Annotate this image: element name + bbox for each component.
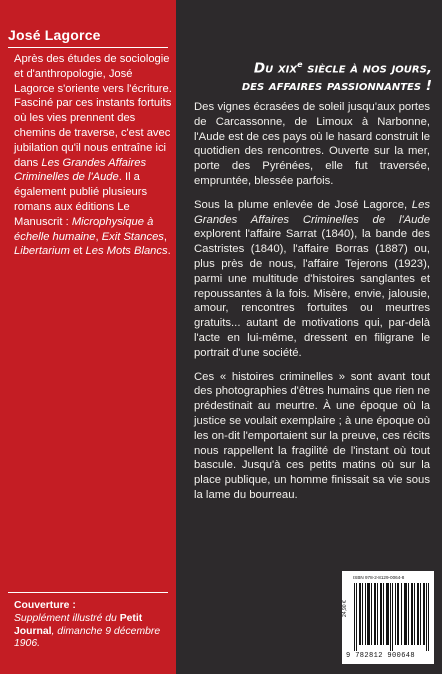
- barcode-box: [342, 571, 434, 664]
- cover-date: , dimanche 9 décembre 1906.: [14, 625, 161, 650]
- bio-title-4: Les Mots Blancs: [85, 245, 168, 258]
- headline-sup: e: [297, 60, 303, 69]
- barcode-digits: 9 782812 900648: [346, 652, 416, 660]
- paragraph-1: Des vignes écrasées de soleil jusqu'aux portes de Carcassonne, de Limoux à Narbonne, l'Aude est de ces pays où le hasard construit le quotidien des rencontres. Ouverte sur la mer, porte des Pyrénées, elle fut traversée, empruntée, blessée parfois.: [194, 101, 430, 187]
- bio-book-title: Les Grandes Affaires Criminelles de l'Aude: [14, 156, 147, 184]
- headline-century: xix: [277, 60, 298, 77]
- headline-line2: des affaires passionnantes !: [241, 77, 432, 94]
- paragraph-3: Ces « histoires criminelles » sont avant tout des photographies d'êtres humains que rien ne prédestinait au meurtre. À une époque où la justice se voulait exemplaire ; à une époque où les on-dit l'emportaient sur la preuve, ces récits nous rappellent la fragilité de l'instant où tout bascule. Jusqu'à ces petits matins où sur la place publique, un homme finissait sa vie sous la lame du bourreau.: [194, 370, 430, 501]
- body-text: [194, 100, 430, 512]
- p2-pre: Sous la plume enlevée de José Lagorce,: [194, 198, 412, 211]
- barcode-icon: [353, 583, 429, 651]
- bio-sep: ,: [95, 230, 102, 243]
- p2-post: explorent l'affaire Sarrat (1840), la bande des Castristes (1840), l'affaire Borras (1887) ou, plus près de nous, l'affaire Tejerons (1923), parmi une multitude d'histoires sanglantes et repoussantes à la fois. Misère, envie, jalousie, amour, rencontres fortuites ou meurtres gratuits... autant de motivations qui, par-delà l'acte en lui-même, dressent en filigrane le portrait d'une société.: [194, 228, 430, 359]
- cover-rule: [8, 592, 168, 593]
- isbn-text: ISBN 978-2-8129-0064-8: [353, 575, 405, 580]
- bio-title-2: Exit Stances: [101, 230, 164, 243]
- p2-book-title: Les Grandes Affaires Criminelles de l'Aude: [194, 198, 430, 226]
- bio-title-1: Microphysique à échelle humaine: [14, 215, 154, 243]
- bio-sep: ,: [163, 230, 167, 243]
- headline-post: siècle à nos jours,: [302, 60, 432, 77]
- cover-credit: [14, 600, 172, 651]
- author-rule: [8, 47, 168, 48]
- headline-pre: Du: [253, 60, 278, 77]
- bio-title-3: Libertarium: [14, 245, 70, 258]
- bio-sep: et: [69, 245, 86, 258]
- paragraph-2: [194, 198, 430, 361]
- headline: [196, 56, 432, 95]
- author-name: José Lagorce: [8, 27, 101, 43]
- cover-label: Couverture :: [14, 600, 76, 611]
- author-bio: [14, 52, 172, 259]
- left-panel: [0, 0, 176, 674]
- bio-middle: . Il a également publié plusieurs romans aux éditions Le Manuscrit :: [14, 171, 148, 228]
- cover-journal: Petit Journal: [14, 612, 143, 637]
- cover-desc: Supplément illustré du: [14, 612, 120, 624]
- bio-end: .: [167, 245, 171, 258]
- bio-intro: Après des études de sociologie et d'anthropologie, José Lagorce s'oriente vers l'écriture. Fasciné par ces instants fortuits où les vies prennent des chemins de traverse, c'est avec jubilation qu'il nous entraîne ici dans: [14, 53, 172, 169]
- price-text: 24,90 €: [342, 600, 348, 617]
